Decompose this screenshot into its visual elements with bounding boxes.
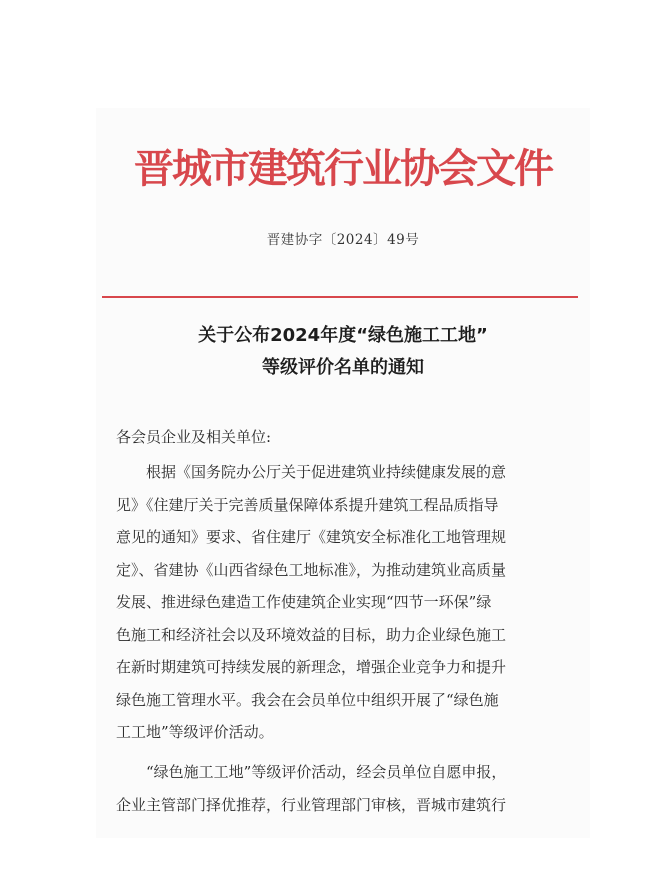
text-line: 绿色施工管理水平。我会在会员单位中组织开展了“绿色施	[116, 690, 499, 709]
title-line: 等级评价名单的通知	[262, 357, 424, 378]
document-header: 晋城市建筑行业协会文件	[134, 145, 552, 192]
text-line: 意见的通知》要求、省住建厅《建筑安全标准化工地管理规	[116, 528, 507, 546]
title-line: 关于公布2024年度“绿色施工工地”	[198, 325, 488, 346]
text-line: 企业主管部门择优推荐，行业管理部门审核，晋城市建筑行	[116, 795, 507, 814]
notice-title	[96, 320, 590, 384]
text-line: 色施工和经济社会以及环境效益的目标，助力企业绿色施工	[116, 625, 507, 644]
text-line: 工工地”等级评价活动。	[116, 723, 274, 741]
text-line: 发展、推进绿色建造工作使建筑企业实现“四节一环保”绿	[116, 593, 492, 611]
text-line: 根据《国务院办公厅关于促进建筑业持续健康发展的意	[116, 463, 507, 481]
text-line: 见》《住建厅关于完善质量保障体系提升建筑工程品质指导	[116, 495, 499, 514]
paragraph-1	[116, 456, 576, 749]
paragraph-2	[116, 756, 576, 821]
header-divider	[102, 296, 578, 298]
document-number: 晋建协字〔2024〕49号	[266, 232, 420, 248]
text-line: “绿色施工工地”等级评价活动，经会员单位自愿申报，	[116, 763, 507, 781]
text-line: 定》、省建协《山西省绿色工地标准》，为推动建筑业高质量	[116, 560, 507, 579]
text-line: 在新时期建筑可持续发展的新理念，增强企业竞争力和提升	[116, 658, 507, 676]
salutation: 各会员企业及相关单位:	[116, 428, 272, 446]
document-page	[96, 108, 590, 838]
